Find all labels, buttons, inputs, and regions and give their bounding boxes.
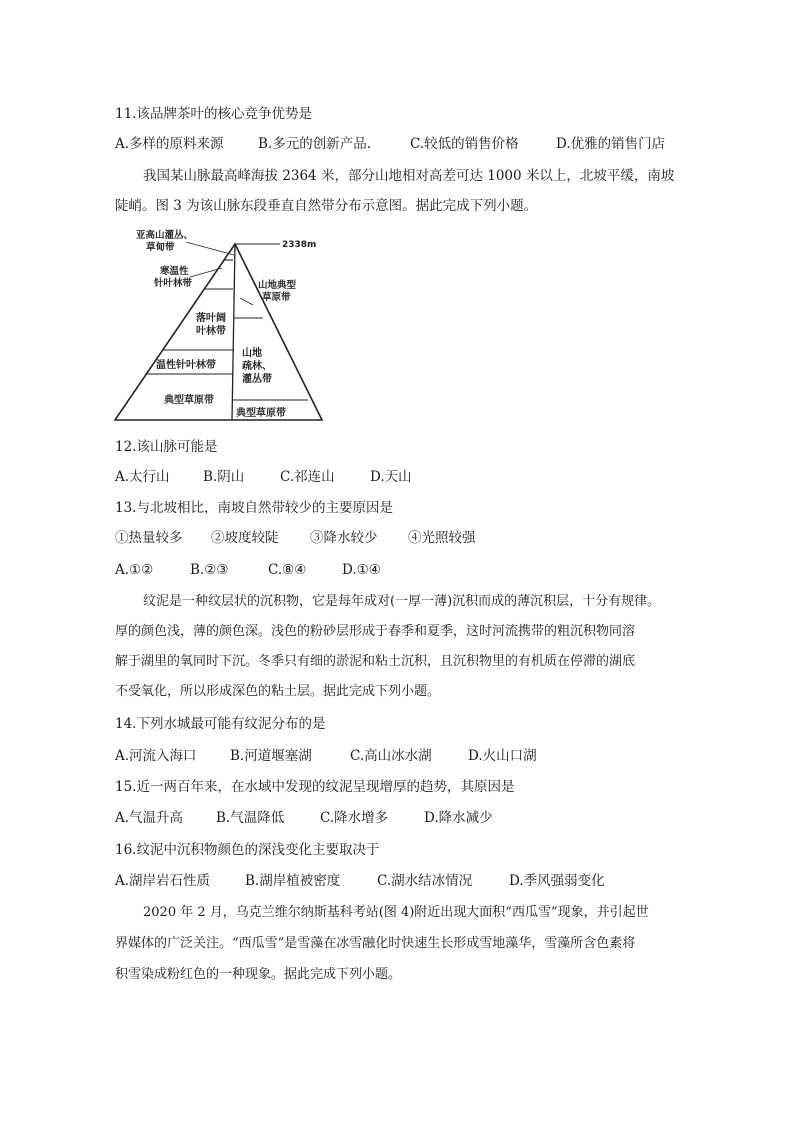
q11-option-d: D.优雅的销售门店 <box>556 136 666 152</box>
q12-stem: 12.该山脉可能是 <box>115 439 218 455</box>
vertical-zone-diagram <box>112 222 327 428</box>
vertical-zone-svg <box>112 222 327 428</box>
label-subalpine-2: 草甸带 <box>146 242 175 253</box>
q16-option-a: A.湖岸岩石性质 <box>115 873 211 889</box>
q13-option-b: B.②③ <box>190 562 229 578</box>
q13-option-c: C.⑧④ <box>268 562 307 578</box>
leader-top-left <box>186 242 234 255</box>
q14-option-d: D.火山口湖 <box>468 748 537 764</box>
label-cold-conifer-1: 寒温性 <box>160 266 189 277</box>
q13-item-1: ①热量较多 <box>115 530 183 546</box>
q13-item-2: ②坡度较陡 <box>211 530 279 546</box>
q11-stem: 11.该品牌茶叶的核心竞争优势是 <box>115 106 312 122</box>
label-south-steppe: 典型草原带 <box>236 408 286 419</box>
q12-option-c: C.祁连山 <box>280 469 335 485</box>
label-mountain-steppe-2: 草原带 <box>262 292 291 303</box>
q11-option-b: B.多元的创新产品. <box>258 136 372 152</box>
q14-option-c: C.高山冰水湖 <box>350 748 432 764</box>
passage1-line2: 陡峭。图 3 为该山脉东段垂直自然带分布示意图。据此完成下列小题。 <box>115 198 538 214</box>
passage2-line2: 厚的颜色浅，薄的颜色深。浅色的粉砂层形成于春季和夏季，这时河流携带的粗沉积物同溶 <box>115 624 636 639</box>
q14-stem: 14.下列水城最可能有纹泥分布的是 <box>115 716 326 732</box>
label-broadleaf-2: 叶林带 <box>196 326 226 337</box>
q16-option-d: D.季风强弱变化 <box>509 873 605 889</box>
label-mountain-steppe-1: 山地典型 <box>258 280 297 291</box>
q11-option-c: C.较低的销售价格 <box>410 136 519 152</box>
q15-option-a: A.气温升高 <box>115 810 184 826</box>
q13-stem: 13.与北坡相比，南坡自然带较少的主要原因是 <box>115 500 393 516</box>
q15-option-d: D.降水减少 <box>424 810 493 826</box>
q14-option-b: B.河道堰塞湖 <box>230 748 312 764</box>
label-subalpine-1: 亚高山灌丛、 <box>136 230 194 241</box>
q13-option-d: D.①④ <box>342 562 381 578</box>
passage3-line1: 2020 年 2 月，乌克兰维尔纳斯基科考站(图 4)附近出现大面积“西瓜雪”现象，并引起世 <box>143 905 649 920</box>
label-cold-conifer-2: 针叶林带 <box>154 278 193 289</box>
peak-elevation-label: 2338m <box>282 240 317 250</box>
q13-option-a: A.①② <box>115 562 154 578</box>
q13-item-4: ④光照较强 <box>408 530 476 546</box>
label-shrub-1: 山地 <box>242 348 262 359</box>
leader-right-top <box>240 298 253 305</box>
q12-option-d: D.天山 <box>370 469 412 485</box>
q13-item-3: ③降水较少 <box>310 530 378 546</box>
q12-option-b: B.阴山 <box>203 469 245 485</box>
q14-option-a: A.河流入海口 <box>115 748 197 764</box>
passage3-line2: 界媒体的广泛关注。“西瓜雪”是雪藻在冰雪融化时快速生长形成雪地藻华，雪藻所含色素将 <box>115 936 636 951</box>
q12-option-a: A.太行山 <box>115 469 170 485</box>
q16-option-b: B.湖岸植被密度 <box>245 873 341 889</box>
passage3-line3: 积雪染成粉红色的一种现象。据此完成下列小题。 <box>115 967 402 982</box>
label-broadleaf-1: 落叶阔 <box>196 313 226 324</box>
label-shrub-3: 灌丛带 <box>242 374 272 385</box>
slope-divide <box>232 244 235 420</box>
q16-option-c: C.湖水结冰情况 <box>377 873 473 889</box>
passage2-line3: 解于湖里的氧同时下沉。冬季只有细的淤泥和粘土沉积，且沉积物里的有机质在停滞的湖底 <box>115 654 636 669</box>
q16-stem: 16.纹泥中沉积物颜色的深浅变化主要取决于 <box>115 842 380 858</box>
label-shrub-2: 疏林、 <box>242 361 272 372</box>
passage1-line1: 我国某山脉最高峰海拔 2364 米，部分山地相对高差可达 1000 米以上，北坡平缓，南坡 <box>143 168 675 184</box>
label-north-steppe: 典型草原带 <box>164 395 214 406</box>
q15-option-c: C.降水增多 <box>320 810 389 826</box>
leader-cold-conifer <box>190 268 222 277</box>
q11-option-a: A.多样的原料来源 <box>115 136 224 152</box>
passage2-line1: 纹泥是一种纹层状的沉积物，它是每年成对(一厚一薄)沉积而成的薄沉积层，十分有规律。 <box>143 594 661 609</box>
q15-stem: 15.近一两百年来，在水域中发现的纹泥呈现增厚的趋势，其原因是 <box>115 779 515 795</box>
label-temperate-conifer: 温性针叶林带 <box>156 360 216 371</box>
passage2-line4: 不受氧化，所以形成深色的粘土层。据此完成下列小题。 <box>115 684 441 699</box>
q15-option-b: B.气温降低 <box>216 810 285 826</box>
